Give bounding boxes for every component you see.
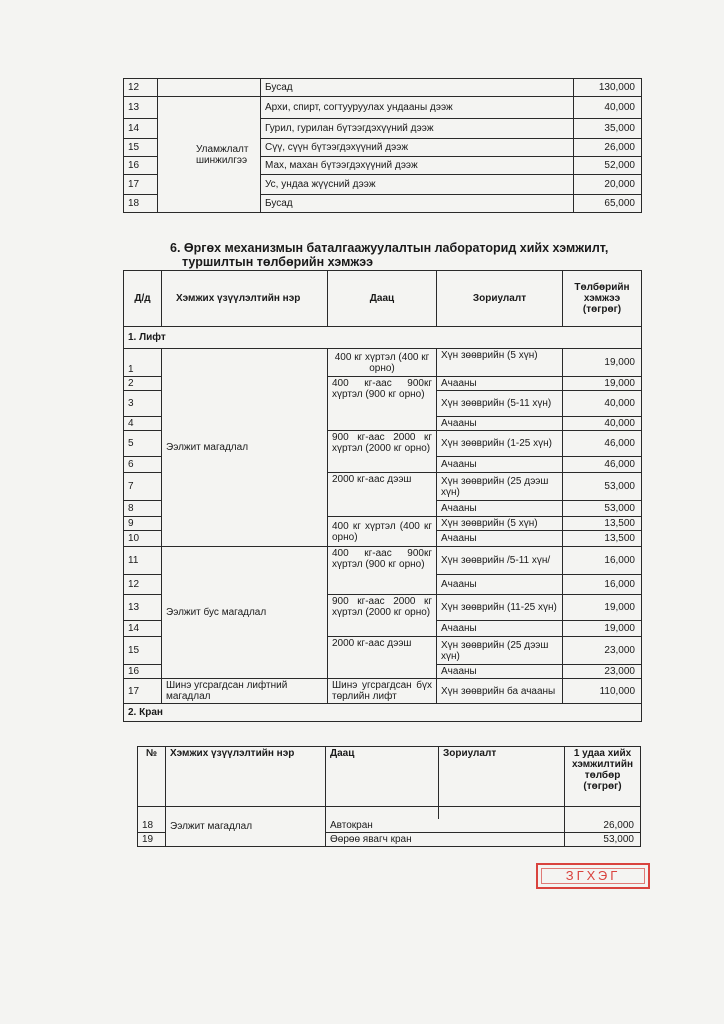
heading-line-2: туршилтын төлбөрийн хэмжээ (182, 255, 374, 269)
fee-cell: 19,000 (563, 621, 642, 637)
header-no: № (138, 747, 166, 807)
row-price: 26,000 (574, 139, 642, 157)
row-number: 15 (124, 637, 162, 665)
header-fee: Төлбөрийн хэмжээ (төгрөг) (563, 271, 642, 327)
fee-cell: 26,000 (565, 807, 641, 833)
header-capacity: Даац (328, 271, 437, 327)
row-price: 130,000 (574, 79, 642, 97)
row-number: 5 (124, 431, 162, 457)
row-description: Бусад (261, 79, 574, 97)
table-row (138, 807, 641, 819)
heading-line-1: 6. Өргөх механизмын баталгаажуулалтын лабораторид хийх хэмжилт, (170, 241, 609, 255)
name-cell: Шинэ угсрагдсан лифтний магадлал (162, 679, 328, 704)
spacer-cell (138, 807, 166, 819)
purpose-cell: Ачааны (437, 377, 563, 391)
category-cell (158, 79, 261, 97)
table-header-row (124, 271, 642, 327)
section-row (124, 327, 642, 349)
row-number: 12 (124, 79, 158, 97)
row-description: Ус, ундаа жүүсний дээж (261, 175, 574, 195)
capacity-cell: 2000 кг-аас дээш (328, 473, 437, 517)
purpose-cell: Хүн зөөврийн (5 хүн) (437, 349, 563, 377)
row-price: 35,000 (574, 119, 642, 139)
fee-cell: 13,500 (563, 531, 642, 547)
capacity-cell: 400 кг-аас 900кг хүртэл (900 кг орно) (328, 547, 437, 595)
header-name: Хэмжих үзүүлэлтийн нэр (162, 271, 328, 327)
row-number: 11 (124, 547, 162, 575)
fee-cell: 19,000 (563, 595, 642, 621)
row-description: Бусад (261, 195, 574, 213)
row-number: 14 (124, 621, 162, 637)
purpose-cell: Хүн зөөврийн (5-11 хүн) (437, 391, 563, 417)
purpose-cell: Хүн зөөврийн (25 дээш хүн) (437, 473, 563, 501)
row-number: 4 (124, 417, 162, 431)
group-label: Ээлжит магадлал (166, 807, 326, 847)
group-label: Ээлжит магадлал (162, 349, 328, 547)
fee-cell: 110,000 (563, 679, 642, 704)
fee-cell: 23,000 (563, 665, 642, 679)
row-number: 17 (124, 679, 162, 704)
row-number: 15 (124, 139, 158, 157)
row-number: 16 (124, 665, 162, 679)
fee-cell: 40,000 (563, 417, 642, 431)
row-number: 1 (124, 349, 162, 377)
row-number: 18 (124, 195, 158, 213)
capacity-cell: 400 кг-аас 900кг хүртэл (900 кг орно) (328, 377, 437, 431)
fee-cell: 19,000 (563, 377, 642, 391)
purpose-cell: Ачааны (437, 417, 563, 431)
fee-cell: 19,000 (563, 349, 642, 377)
table-row (124, 97, 642, 119)
row-number: 14 (124, 119, 158, 139)
row-description: Архи, спирт, согтууруулах ундааны дээж (261, 97, 574, 119)
capacity-cell: 400 кг хүртэл (400 кг орно) (328, 517, 437, 547)
section-heading (170, 241, 650, 269)
table-row (124, 79, 642, 97)
row-description: Сүү, сүүн бүтээгдэхүүний дээж (261, 139, 574, 157)
fee-cell: 53,000 (565, 833, 641, 847)
header-no: Д/д (124, 271, 162, 327)
row-number: 13 (124, 595, 162, 621)
header-fee: 1 удаа хийх хэмжилтийн төлбөр (төгрөг) (565, 747, 641, 807)
row-price: 20,000 (574, 175, 642, 195)
purpose-cell: Хүн зөөврийн (1-25 хүн) (437, 431, 563, 457)
row-number: 9 (124, 517, 162, 531)
row-number: 17 (124, 175, 158, 195)
row-description: Гурил, гурилан бүтээгдэхүүний дээж (261, 119, 574, 139)
row-price: 40,000 (574, 97, 642, 119)
fee-cell: 16,000 (563, 575, 642, 595)
row-number: 7 (124, 473, 162, 501)
table-row (124, 679, 642, 704)
lab-fee-table-continued (123, 78, 642, 213)
row-price: 65,000 (574, 195, 642, 213)
purpose-cell: Хүн зөөврийн (5 хүн) (437, 517, 563, 531)
capacity-cell: 2000 кг-аас дээш (328, 637, 437, 679)
section-row (124, 704, 642, 722)
header-capacity: Даац (326, 747, 439, 807)
capacity-cell: 400 кг хүртэл (400 кг орно) (328, 349, 437, 377)
table-header-row (138, 747, 641, 807)
purpose-cell: Ачааны (437, 665, 563, 679)
fee-cell: 23,000 (563, 637, 642, 665)
crane-fee-table (137, 746, 641, 847)
header-name: Хэмжих үзүүлэлтийн нэр (166, 747, 326, 807)
purpose-cell: Хүн зөөврийн (25 дээш хүн) (437, 637, 563, 665)
header-purpose: Зориулалт (439, 747, 565, 807)
row-number: 16 (124, 157, 158, 175)
purpose-cell: Ачааны (437, 531, 563, 547)
capacity-cell: 900 кг-аас 2000 кг хүртэл (2000 кг орно) (328, 431, 437, 473)
purpose-cell: Ачааны (437, 621, 563, 637)
purpose-cell: Хүн зөөврийн (11-25 хүн) (437, 595, 563, 621)
row-number: 6 (124, 457, 162, 473)
fee-cell: 40,000 (563, 391, 642, 417)
fee-cell: 13,500 (563, 517, 642, 531)
stamp (536, 863, 650, 889)
row-number: 10 (124, 531, 162, 547)
row-number: 12 (124, 575, 162, 595)
fee-cell: 16,000 (563, 547, 642, 575)
lift-fee-table (123, 270, 642, 722)
row-number: 8 (124, 501, 162, 517)
fee-cell: 53,000 (563, 501, 642, 517)
table-row (124, 547, 642, 575)
row-number: 18 (138, 819, 166, 833)
capacity-cell: Өөрөө явагч кран (326, 833, 565, 847)
stamp-text: ЗГХЭГ (565, 868, 621, 883)
header-purpose: Зориулалт (437, 271, 563, 327)
capacity-cell: Шинэ угсрагдсан бүх төрлийн лифт (328, 679, 437, 704)
purpose-cell: Ачааны (437, 575, 563, 595)
fee-cell: 53,000 (563, 473, 642, 501)
row-number: 3 (124, 391, 162, 417)
purpose-cell: Ачааны (437, 501, 563, 517)
row-number: 13 (124, 97, 158, 119)
capacity-cell: 900 кг-аас 2000 кг хүртэл (2000 кг орно) (328, 595, 437, 637)
spacer-cell (326, 807, 439, 819)
category-cell: Уламжлалт шинжилгээ (158, 97, 261, 213)
fee-cell: 46,000 (563, 431, 642, 457)
spacer-cell (439, 807, 565, 819)
purpose-cell: Хүн зөөврийн /5-11 хүн/ (437, 547, 563, 575)
purpose-cell: Хүн зөөврийн ба ачааны (437, 679, 563, 704)
row-description: Мах, махан бүтээгдэхүүний дээж (261, 157, 574, 175)
row-number: 2 (124, 377, 162, 391)
row-price: 52,000 (574, 157, 642, 175)
purpose-cell: Ачааны (437, 457, 563, 473)
capacity-cell: Автокран (326, 819, 565, 833)
table-row (124, 349, 642, 377)
row-number: 19 (138, 833, 166, 847)
group-label: Ээлжит бус магадлал (162, 547, 328, 679)
fee-cell: 46,000 (563, 457, 642, 473)
section-label: 2. Кран (124, 704, 642, 722)
stamp-border (541, 868, 645, 884)
section-label: 1. Лифт (124, 327, 642, 349)
